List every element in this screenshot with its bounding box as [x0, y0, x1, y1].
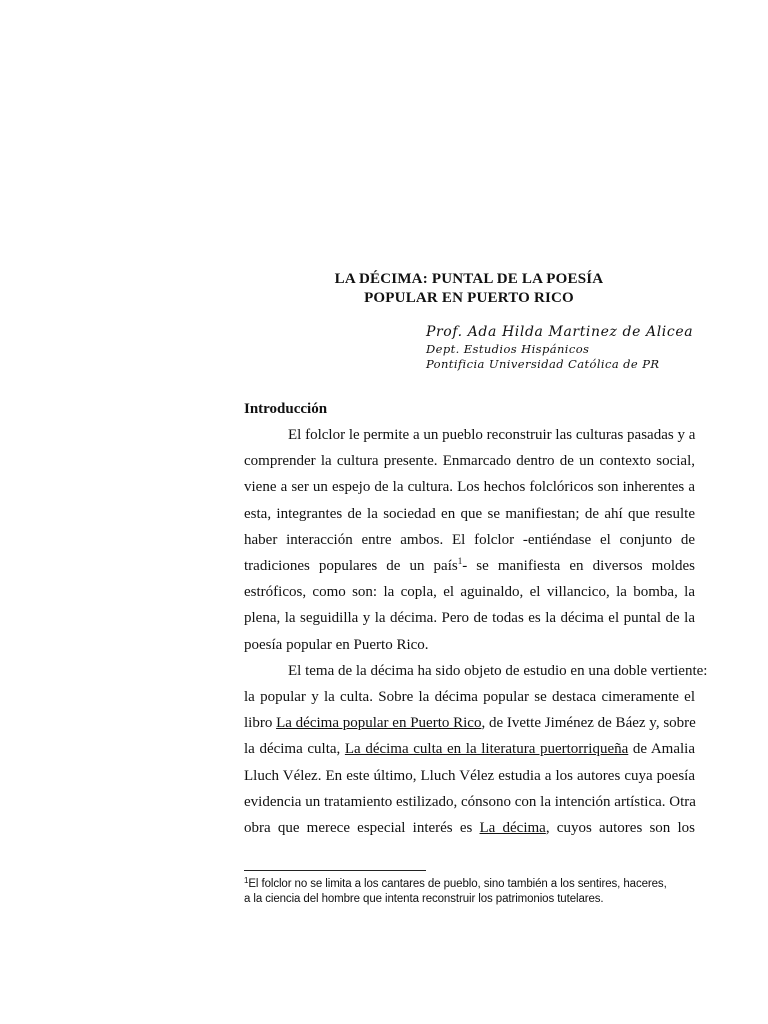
paragraph-1-line: plena, la seguidilla y la décima. Pero de todas es la décima el puntal de la — [244, 610, 695, 627]
footnote-reference[interactable]: 1 — [457, 556, 463, 567]
footnote-separator — [244, 870, 426, 871]
document-title — [0, 270, 768, 308]
book-title: La décima — [479, 820, 546, 837]
paragraph-2-line — [244, 815, 695, 841]
text-run: obra que merece especial interés es — [244, 820, 480, 837]
paragraph-2-line: la popular y la culta. Sobre la décima popular se destaca cimeramente el — [244, 689, 695, 706]
paragraph-2-line — [244, 710, 695, 736]
author-department: Dept. Estudios Hispánicos — [426, 342, 590, 356]
paragraph-1-line: viene a ser un espejo de la cultura. Los hechos folclóricos son inherentes a — [244, 479, 695, 496]
text-run: tradiciones populares de un país — [244, 558, 458, 575]
footnote-text: El folclor no se limita a los cantares de pueblo, sino también a los sentires, haceres, — [248, 878, 667, 890]
text-run: , de Ivette Jiménez de Báez y, sobre — [481, 715, 696, 732]
book-title: La décima popular en Puerto Rico — [276, 715, 482, 732]
text-run: , cuyos autores son los — [545, 820, 695, 837]
paragraph-1-line: estróficos, como son: la copla, el aguinaldo, el villancico, la bomba, la — [244, 584, 695, 601]
text-run: - se manifiesta en diversos moldes — [462, 558, 695, 575]
paragraph-1-line: poesía popular en Puerto Rico. — [244, 636, 429, 653]
text-run: El folclor le permite a un pueblo reconstruir las culturas pasadas y a — [288, 427, 696, 443]
paragraph-2 — [244, 658, 708, 841]
paragraph-1-line: esta, integrantes de la sociedad en que se manifiestan; de ahí que resulte — [244, 505, 695, 522]
paragraph-1-line — [244, 422, 695, 448]
document-body — [244, 398, 708, 841]
author-name: Prof. Ada Hilda Martinez de Alicea — [426, 324, 694, 340]
paragraph-1-line: haber interacción entre ambos. El folclor -entiéndase el conjunto de — [244, 531, 695, 548]
author-institution: Pontificia Universidad Católica de PR — [426, 357, 660, 371]
footnote — [244, 877, 696, 907]
book-title: La décima culta en la literatura puertorriqueña — [344, 741, 629, 758]
text-run: de Amalia — [628, 741, 695, 758]
paragraph-2-line: evidencia un tratamiento estilizado, cónsono con la intención artística. Otra — [244, 793, 696, 810]
footnote-line-1 — [244, 877, 696, 892]
paragraph-1-line: comprender la cultura presente. Enmarcado dentro de un contexto social, — [244, 453, 695, 470]
footnote-line-2: a la ciencia del hombre que intenta reconstruir los patrimonios tutelares. — [244, 893, 604, 905]
author-block — [426, 322, 693, 372]
paragraph-1 — [244, 422, 695, 658]
paragraph-2-line — [244, 658, 708, 684]
title-line-1: LA DÉCIMA: PUNTAL DE LA POESÍA — [334, 271, 604, 287]
footnote-mark: 1 — [244, 876, 249, 885]
title-line-2: POPULAR EN PUERTO RICO — [364, 290, 574, 306]
section-heading: Introducción — [244, 401, 328, 417]
text-run: libro — [244, 715, 277, 732]
text-run: El tema de la décima ha sido objeto de estudio en una doble vertiente: — [288, 662, 708, 679]
text-run: la décima culta, — [244, 741, 345, 758]
paragraph-1-line — [244, 553, 695, 579]
paragraph-2-line: Lluch Vélez. En este último, Lluch Vélez estudia a los autores cuya poesía — [244, 767, 695, 784]
paragraph-2-line — [244, 736, 695, 762]
